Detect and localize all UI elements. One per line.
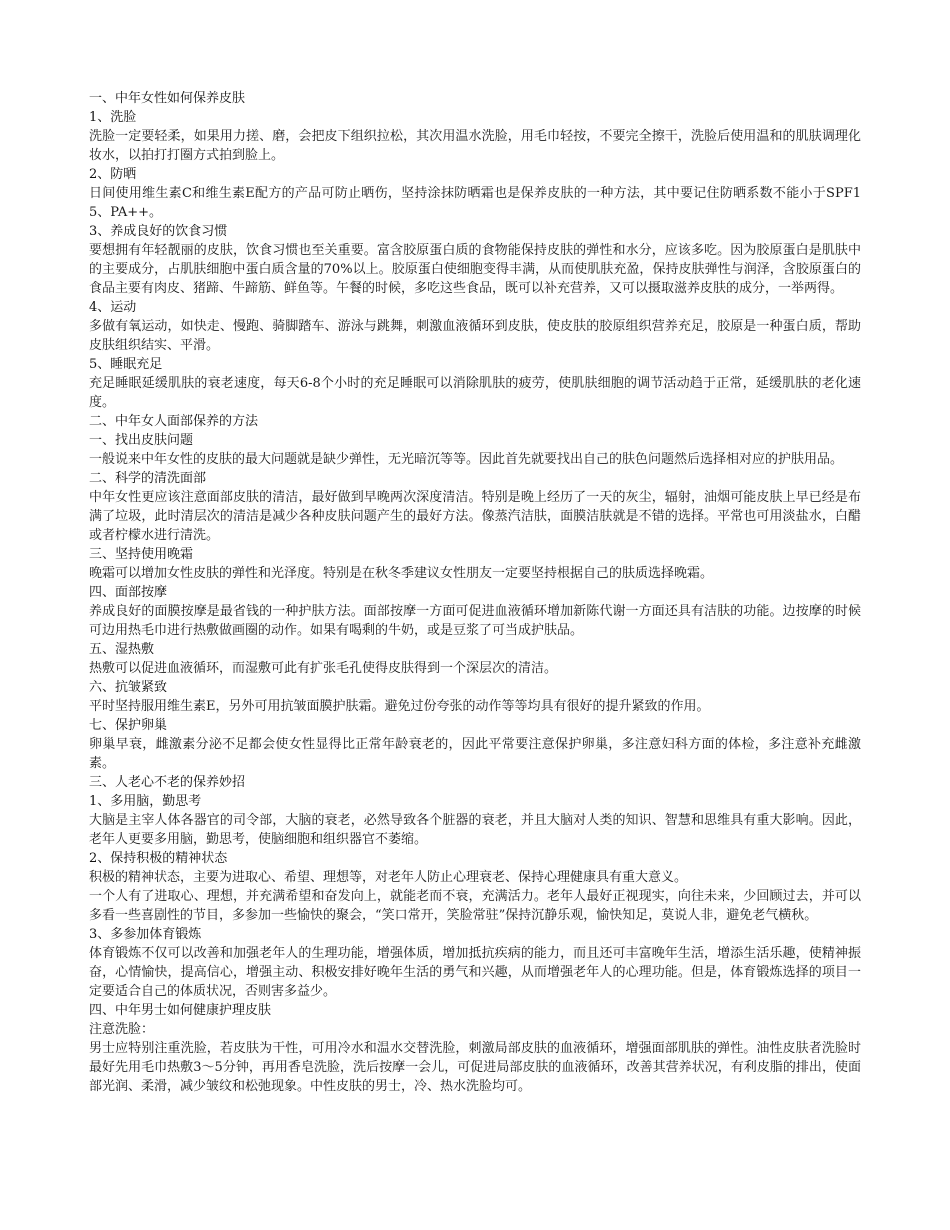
subheading: 一、找出皮肤问题 (89, 433, 194, 448)
subheading: 注意洗脸： (89, 1022, 155, 1037)
paragraph: 养成良好的面膜按摩是最省钱的一种护肤方法。面部按摩一方面可促进血液循环增加新陈代谢一方面还具有洁肤的功能。边按摩的时候可边用热毛巾进行热敷做画圈的动作。如果有喝剩的牛奶，或是豆浆了可当成护肤品。 (89, 604, 861, 638)
paragraph: 晚霜可以增加女性皮肤的弹性和光泽度。特别是在秋冬季建议女性朋友一定要坚持根据自己的肤质选择晚霜。 (89, 566, 714, 581)
subheading: 1、洗脸 (89, 110, 137, 125)
paragraph: 一般说来中年女性的皮肤的最大问题就是缺少弹性，无光暗沉等等。因此首先就要找出自己的肤色问题然后选择相对应的护肤用品。 (89, 452, 844, 467)
paragraph: 大脑是主宰人体各器官的司令部，大脑的衰老，必然导致各个脏器的衰老，并且大脑对人类的知识、智慧和思维具有重大影响。因此，老年人更要多用脑，勤思考，使脑细胞和组织器官不萎缩。 (89, 813, 861, 847)
paragraph: 要想拥有年轻靓丽的皮肤，饮食习惯也至关重要。富含胶原蛋白质的食物能保持皮肤的弹性和水分，应该多吃。因为胶原蛋白是肌肤中的主要成分，占肌肤细胞中蛋白质含量的70%以上。胶原蛋白使细胞变得丰满，从而使肌肤充盈，保持皮肤弹性与润泽，含胶原蛋白的食品主要有肉皮、猪蹄、牛蹄筋、鲜鱼等。午餐的时候，多吃这些食品，既可以补充营养，又可以摄取滋养皮肤的成分，一举两得。 (89, 243, 861, 296)
section-heading: 三、人老心不老的保养妙招 (89, 775, 246, 790)
paragraph: 积极的精神状态，主要为进取心、希望、理想等，对老年人防止心理衰老、保持心理健康具有重大意义。 (89, 870, 688, 885)
paragraph: 体育锻炼不仅可以改善和加强老年人的生理功能，增强体质，增加抵抗疾病的能力，而且还可丰富晚年生活，增添生活乐趣，使精神振奋，心情愉快，提高信心，增强主动、积极安排好晚年生活的勇气和兴趣，从而增强老年人的心理功能。但是，体育锻炼选择的项目一定要适合自己的体质状况，否则害多益少。 (89, 946, 861, 999)
subheading: 七、保护卵巢 (89, 718, 168, 733)
paragraph: 男士应特别注重洗脸，若皮肤为干性，可用冷水和温水交替洗脸，刺激局部皮肤的血液循环，增强面部肌肤的弹性。油性皮肤者洗脸时最好先用毛巾热敷3～5分钟，再用香皂洗脸，洗后按摩一会儿，可促进局部皮肤的血液循环，改善其营养状况，有利皮脂的排出，使面部光润、柔滑，减少皱纹和松弛现象。中性皮肤的男士，冷、热水洗脸均可。 (89, 1041, 861, 1094)
section-heading: 一、中年女性如何保养皮肤 (89, 91, 246, 106)
subheading: 3、养成良好的饮食习惯 (89, 224, 228, 239)
subheading: 二、科学的清洗面部 (89, 471, 207, 486)
paragraph: 平时坚持服用维生素E，另外可用抗皱面膜护肤霜。避免过份夸张的动作等等均具有很好的提升紧致的作用。 (89, 699, 710, 714)
subheading: 2、保持积极的精神状态 (89, 851, 228, 866)
section-heading: 四、中年男士如何健康护理皮肤 (89, 1003, 272, 1018)
document-body (89, 89, 861, 1096)
paragraph: 日间使用维生素C和维生素E配方的产品可防止晒伤，坚持涂抹防晒霜也是保养皮肤的一种方法，其中要记住防晒系数不能小于SPF15、PA++。 (89, 186, 861, 220)
subheading: 4、运动 (89, 300, 137, 315)
subheading: 1、多用脑，勤思考 (89, 794, 202, 809)
paragraph: 多做有氧运动，如快走、慢跑、骑脚踏车、游泳与跳舞，刺激血液循环到皮肤，使皮肤的胶原组织营养充足，胶原是一种蛋白质，帮助皮肤组织结实、平滑。 (89, 319, 861, 353)
subheading: 3、多参加体育锻炼 (89, 927, 202, 942)
subheading: 5、睡眠充足 (89, 357, 163, 372)
subheading: 2、防晒 (89, 167, 137, 182)
paragraph: 热敷可以促进血液循环，而湿敷可此有扩张毛孔使得皮肤得到一个深层次的清洁。 (89, 661, 558, 676)
subheading: 四、面部按摩 (89, 585, 168, 600)
paragraph: 一个人有了进取心、理想，并充满希望和奋发向上，就能老而不衰，充满活力。老年人最好正视现实，向往未来，少回顾过去，并可以多看一些喜剧性的节目，多参加一些愉快的聚会，“笑口常开，笑脸常驻”保持沉静乐观，愉快知足，莫说人非，避免老气横秋。 (89, 889, 861, 923)
paragraph: 充足睡眠延缓肌肤的衰老速度，每天6-8个小时的充足睡眠可以消除肌肤的疲劳，使肌肤细胞的调节活动趋于正常，延缓肌肤的老化速度。 (89, 376, 861, 410)
subheading: 三、坚持使用晚霜 (89, 547, 194, 562)
paragraph: 洗脸一定要轻柔，如果用力搓、磨，会把皮下组织拉松，其次用温水洗脸，用毛巾轻按，不要完全擦干，洗脸后使用温和的肌肤调理化妆水，以拍打打圈方式拍到脸上。 (89, 129, 861, 163)
subheading: 五、湿热敷 (89, 642, 155, 657)
paragraph: 中年女性更应该注意面部皮肤的清洁，最好做到早晚两次深度清洁。特别是晚上经历了一天的灰尘，辐射，油烟可能皮肤上早已经是布满了垃圾，此时清层次的清洁是减少各种皮肤问题产生的最好方法。像蒸汽洁肤，面膜洁肤就是不错的选择。平常也可用淡盐水，白醋或者柠檬水进行清洗。 (89, 490, 861, 543)
paragraph: 卵巢早衰，雌激素分泌不足都会使女性显得比正常年龄衰老的，因此平常要注意保护卵巢，多注意妇科方面的体检，多注意补充雌激素。 (89, 737, 861, 771)
section-heading: 二、中年女人面部保养的方法 (89, 414, 259, 429)
subheading: 六、抗皱紧致 (89, 680, 168, 695)
